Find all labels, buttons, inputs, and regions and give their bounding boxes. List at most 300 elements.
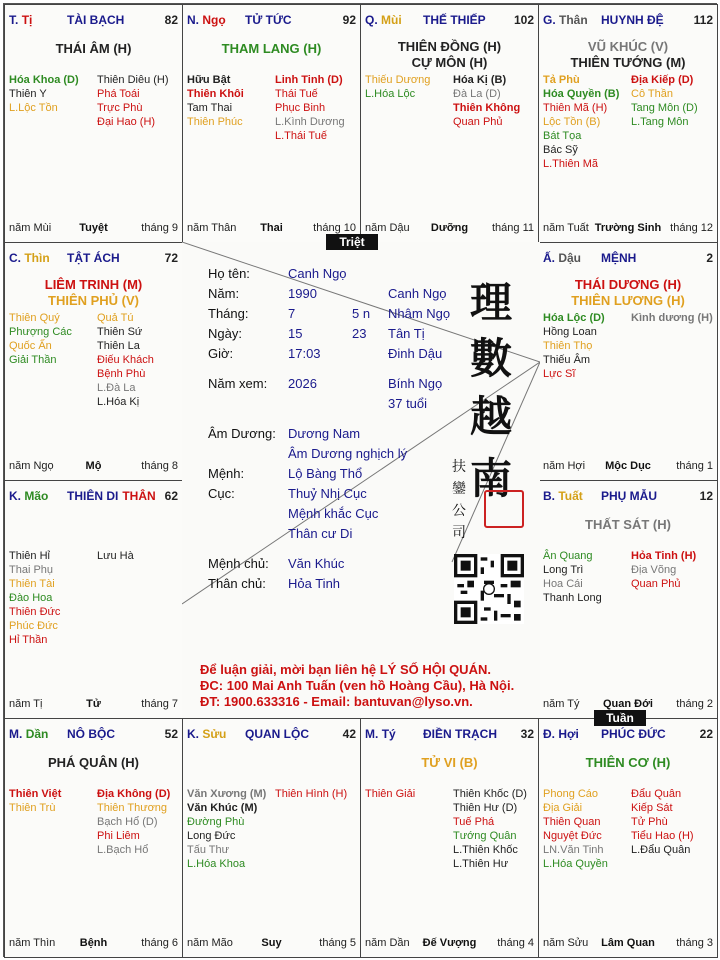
minor-star: Văn Xương (M) [187, 788, 267, 800]
palace-name [67, 727, 115, 741]
main-stars [539, 755, 717, 771]
minor-star: Quan Phủ [631, 578, 681, 590]
palace-footer [187, 937, 356, 951]
palace-position [365, 13, 402, 27]
palace-header [543, 489, 713, 505]
palace-header [365, 13, 534, 29]
minor-star: Hỏa Tinh (H) [631, 550, 697, 562]
palace-cell-suu[interactable] [182, 718, 361, 958]
footer-month: tháng 12 [670, 222, 713, 234]
nam-xem-value: 2026 [288, 376, 317, 391]
minor-star: Thiên Hình (H) [275, 788, 348, 800]
palace-branch: Thìn [24, 251, 50, 265]
palace-cell-ty[interactable] [360, 718, 539, 958]
palace-footer [9, 460, 178, 474]
calligraphy-char-4: 南 [470, 454, 513, 503]
minor-star: Phong Cáo [543, 788, 599, 800]
footer-month: tháng 1 [676, 460, 713, 472]
minor-star: Quan Phủ [453, 116, 503, 128]
minor-star: Tiểu Hao (H) [631, 830, 694, 842]
right-stars [97, 311, 154, 409]
palace-age-number: 82 [164, 13, 178, 27]
main-star: THÁI DƯƠNG (H) [574, 277, 682, 292]
footer-year: năm Mùi [9, 222, 52, 234]
cuc-relation: Mệnh khắc Cục [288, 506, 379, 521]
palace-stem: Q. [365, 13, 378, 27]
footer-month: tháng 10 [313, 222, 356, 234]
ngay-canchi: Tân Tị [388, 326, 425, 341]
nam-canchi: Canh Ngọ [388, 286, 447, 301]
minor-star: L.Đà La [97, 382, 136, 394]
left-stars [9, 787, 61, 815]
palace-stem: N. [187, 13, 199, 27]
main-star: THIÊN CƠ (H) [585, 755, 671, 770]
nam-value: 1990 [288, 286, 317, 301]
palace-cell-ngo[interactable] [182, 4, 361, 243]
footer-phase: Mộ [85, 460, 102, 472]
palace-position [9, 251, 50, 265]
seal-char-4: 司 [452, 525, 466, 541]
footer-year: năm Thìn [9, 937, 56, 949]
minor-star: Địa Giải [543, 802, 583, 814]
minor-star: Thanh Long [543, 592, 602, 604]
minor-star: L.Hóa Khoa [187, 858, 246, 870]
minor-star: Văn Khúc (M) [187, 802, 258, 814]
main-star: VŨ KHÚC (V) [587, 39, 669, 54]
palace-header [365, 727, 534, 743]
minor-star: L.Bạch Hổ [97, 844, 149, 856]
minor-star: Đào Hoa [9, 592, 53, 604]
palace-name [245, 727, 309, 741]
center-info-panel [182, 242, 540, 718]
main-star: LIÊM TRINH (M) [44, 277, 143, 292]
palace-branch: Tuất [558, 489, 583, 503]
minor-star: Thiếu Dương [365, 74, 431, 86]
menh-chu-value: Văn Khúc [288, 556, 345, 571]
thang-label: Tháng: [208, 306, 249, 321]
left-stars [9, 73, 79, 115]
palace-header [187, 13, 356, 29]
minor-star: Phúc Đức [9, 620, 58, 632]
right-stars [97, 787, 170, 857]
gio-label: Giờ: [208, 346, 234, 361]
main-star: THÁI ÂM (H) [55, 41, 132, 56]
minor-star: L.Thiên Khốc [453, 844, 518, 856]
minor-star: Thiên Khôi [187, 88, 244, 100]
ngay-lunar: 23 [352, 326, 367, 341]
right-stars [631, 311, 713, 325]
palace-branch: Dần [25, 727, 49, 741]
palace-age-number: 32 [520, 727, 534, 741]
palace-age-number: 112 [693, 13, 713, 27]
main-stars [183, 41, 360, 57]
footer-phase: Quan Đới [603, 698, 653, 710]
minor-star: Nguyệt Đức [543, 830, 602, 842]
minor-star: Thiên Sứ [97, 326, 143, 338]
footer-year: năm Ngọ [9, 460, 54, 472]
minor-star: Lộc Tồn (B) [543, 116, 601, 128]
palace-name [601, 13, 664, 27]
palace-name-text: PHỤ MẪU [601, 489, 657, 503]
minor-star: Tam Thai [187, 102, 233, 114]
thang-canchi: Nhâm Ngọ [388, 306, 451, 321]
minor-star: Địa Không (D) [97, 788, 171, 800]
menh-chu-label: Mệnh chủ: [208, 556, 269, 571]
qr-code[interactable] [454, 554, 524, 624]
palace-position [365, 727, 396, 741]
minor-star: Tang Môn (D) [631, 102, 698, 114]
palace-name-text: TỬ TỨC [245, 13, 292, 27]
palace-name [423, 13, 486, 27]
palace-branch: Tý [381, 727, 396, 741]
footer-year: năm Sửu [543, 937, 589, 949]
minor-star: Phục Binh [275, 102, 326, 114]
triet-tag: Triệt [326, 234, 378, 250]
left-stars [543, 787, 608, 871]
gio-canchi: Đinh Dậu [388, 346, 443, 361]
minor-star: Giải Thần [9, 354, 57, 366]
palace-name-text: PHÚC ĐỨC [601, 727, 666, 741]
palace-footer [543, 222, 713, 236]
am-duong-note: Âm Dương nghịch lý [288, 446, 408, 461]
minor-star: Thiên Thọ [543, 340, 593, 352]
thang-lunar: 5 n [352, 306, 371, 321]
main-stars [539, 39, 717, 71]
minor-star: Hóa Kị (B) [453, 74, 507, 86]
nam-xem-canchi: Bính Ngọ [388, 376, 443, 391]
minor-star: Ân Quang [543, 550, 593, 562]
right-stars [631, 787, 694, 857]
palace-branch: Dậu [558, 251, 582, 265]
main-stars [5, 41, 182, 57]
footer-month: tháng 11 [491, 222, 534, 234]
left-stars [365, 73, 430, 101]
minor-star: L.Lộc Tồn [9, 102, 58, 114]
palace-name [423, 727, 497, 741]
minor-star: LN.Văn Tinh [543, 844, 604, 856]
main-stars [361, 39, 538, 71]
minor-star: Long Đức [187, 830, 236, 842]
left-stars [187, 73, 244, 129]
menh-label: Mệnh: [208, 466, 245, 481]
minor-star: Phá Toái [97, 88, 140, 100]
tuan-tag: Tuần [594, 710, 646, 726]
left-stars [365, 787, 415, 801]
palace-cell-mao[interactable] [4, 480, 183, 719]
minor-star: Phượng Các [9, 326, 72, 338]
minor-star: Hỉ Thần [9, 634, 48, 646]
palace-stem: M. [9, 727, 23, 741]
minor-star: Đẩu Quân [631, 788, 682, 800]
left-stars [543, 549, 602, 605]
calligraphy-char-3: 越 [470, 392, 513, 441]
palace-name [601, 251, 636, 265]
palace-cell-dau[interactable] [538, 242, 718, 481]
palace-position [187, 727, 226, 741]
palace-name [67, 251, 120, 265]
minor-star: Thiên Hư (D) [453, 802, 518, 814]
seal-char-1: 扶 [452, 459, 466, 475]
palace-branch: Ngọ [202, 13, 226, 27]
palace-position [543, 489, 583, 503]
footer-year: năm Tuất [543, 222, 589, 234]
palace-stem: Ấ. [543, 251, 555, 265]
main-star: PHÁ QUÂN (H) [48, 755, 139, 770]
palace-branch: Sửu [202, 727, 227, 741]
palace-branch: Mão [24, 489, 49, 503]
minor-star: Hóa Lộc (D) [543, 312, 605, 324]
palace-name [245, 13, 292, 27]
palace-header [9, 251, 178, 267]
footer-month: tháng 8 [141, 460, 178, 472]
footer-year: năm Tị [9, 698, 43, 710]
palace-footer [543, 937, 713, 951]
footer-phase: Tuyệt [79, 222, 108, 234]
minor-star: Đường Phù [187, 816, 245, 828]
minor-star: Quả Tú [97, 312, 134, 324]
minor-star: Hồng Loan [543, 326, 597, 338]
left-stars [187, 787, 266, 871]
minor-star: Địa Kiếp (D) [631, 74, 694, 86]
main-star: THIÊN ĐỒNG (H) [397, 39, 502, 54]
main-star: THẤT SÁT (H) [585, 517, 671, 532]
minor-star: L.Thiên Mã [543, 158, 599, 170]
menh-value: Lộ Bàng Thổ [288, 466, 363, 481]
palace-stem: M. [365, 727, 379, 741]
minor-star: Tướng Quân [453, 830, 517, 842]
minor-star: Thiên Việt [9, 788, 62, 800]
than-chu-value: Hỏa Tinh [288, 576, 341, 591]
footer-year: năm Thân [187, 222, 237, 234]
palace-header [9, 727, 178, 743]
minor-star: Hoa Cái [543, 578, 583, 590]
main-stars [5, 277, 182, 309]
palace-position [543, 13, 588, 27]
footer-phase: Suy [261, 937, 282, 949]
red-seal-stamp [484, 490, 524, 528]
minor-star: Thiên Diêu (H) [97, 74, 169, 86]
nam-xem-label: Năm xem: [208, 376, 268, 391]
minor-star: Linh Tinh (D) [275, 74, 343, 86]
minor-star: L.Đẩu Quân [631, 844, 691, 856]
minor-star: Hóa Khoa (D) [9, 74, 79, 86]
main-star: THIÊN LƯƠNG (H) [571, 293, 685, 308]
minor-star: Hóa Quyền (B) [543, 88, 620, 100]
minor-star: Thiên Phúc [187, 116, 243, 128]
palace-age-number: 102 [513, 13, 534, 27]
tu-vi-chart [3, 3, 717, 957]
minor-star: L.Hóa Quyền [543, 858, 608, 870]
palace-branch: Thân [559, 13, 588, 27]
footer-year: năm Tý [543, 698, 580, 710]
palace-branch: Tị [21, 13, 33, 27]
minor-star: Thiên Thương [97, 802, 168, 814]
ngay-value: 15 [288, 326, 303, 341]
footer-phase: Lâm Quan [601, 937, 655, 949]
age: 37 tuổi [388, 396, 428, 411]
minor-star: Hữu Bật [187, 74, 231, 86]
palace-name-text: MỆNH [601, 251, 637, 265]
footer-month: tháng 2 [676, 698, 713, 710]
palace-cell-dan[interactable] [4, 718, 183, 958]
minor-star: Lực Sĩ [543, 368, 576, 380]
palace-name-text: HUYNH ĐỆ [601, 13, 664, 27]
minor-star: Thái Tuế [275, 88, 318, 100]
palace-stem: K. [187, 727, 199, 741]
palace-footer [9, 698, 178, 712]
palace-name [67, 489, 156, 503]
minor-star: L.Tang Môn [631, 116, 689, 128]
main-stars [5, 755, 182, 771]
palace-stem: G. [543, 13, 556, 27]
palace-age-number: 2 [706, 251, 713, 265]
footer-year: năm Hợi [543, 460, 586, 472]
palace-name-text: ĐIỀN TRẠCH [423, 727, 497, 741]
palace-name [67, 13, 124, 27]
minor-star: Kiếp Sát [631, 802, 673, 814]
footer-month: tháng 6 [141, 937, 178, 949]
footer-year: năm Dậu [365, 222, 410, 234]
cuc-value: Thuỷ Nhị Cục [288, 486, 367, 501]
right-stars [97, 73, 169, 129]
am-duong-label: Âm Dương: [208, 426, 276, 441]
palace-footer [365, 937, 534, 951]
than-cu: Thân cư Di [288, 526, 353, 541]
ho-ten-label: Họ tên: [208, 266, 250, 281]
footer-phase: Mộc Dục [605, 460, 651, 472]
palace-name-text: THIÊN DI [67, 489, 119, 503]
palace-stem: T. [9, 13, 19, 27]
main-star: TỬ VI (B) [421, 755, 478, 770]
footer-phase: Dưỡng [430, 222, 469, 234]
minor-star: Long Trì [543, 564, 584, 576]
main-star: THIÊN TƯỚNG (M) [570, 55, 686, 70]
minor-star: L.Thiên Hư [453, 858, 509, 870]
minor-star: Thiên Quý [9, 312, 60, 324]
palace-cell-tuat[interactable] [538, 480, 718, 719]
minor-star: Thiên Hỉ [9, 550, 50, 562]
cuc-label: Cục: [208, 486, 235, 501]
calligraphy-char-1: 理 [470, 278, 513, 327]
palace-age-number: 42 [342, 727, 356, 741]
footer-phase: Trường Sinh [594, 222, 662, 234]
minor-star: Tử Phù [631, 816, 668, 828]
minor-star: Cô Thần [631, 88, 673, 100]
main-star: THAM LANG (H) [221, 41, 322, 56]
minor-star: Kình dương (H) [631, 312, 713, 324]
than-marker: THÂN [122, 489, 156, 503]
palace-footer [543, 460, 713, 474]
left-stars [543, 311, 605, 381]
minor-star: Đại Hao (H) [97, 116, 156, 128]
palace-position [187, 13, 226, 27]
palace-name-text: NÔ BỘC [67, 727, 115, 741]
right-stars [631, 73, 698, 129]
minor-star: Thiên Khốc (D) [453, 788, 527, 800]
footer-month: tháng 7 [141, 698, 178, 710]
minor-star: Bác Sỹ [543, 144, 578, 156]
minor-star: Tả Phù [543, 74, 580, 86]
palace-cell-than[interactable] [538, 4, 718, 243]
minor-star: Thiên Trù [9, 802, 56, 814]
left-stars [543, 73, 619, 171]
seal-char-2: 鑾 [452, 481, 466, 497]
palace-header [543, 13, 713, 29]
right-stars [453, 787, 527, 871]
am-duong-value: Dương Nam [288, 426, 361, 441]
palace-name [601, 489, 657, 503]
palace-branch: Hợi [558, 727, 579, 741]
contact-phone-email: ĐT: 1900.633316 - Email: bantuvan@lyso.vn. [200, 694, 473, 709]
palace-cell-ti[interactable] [4, 4, 183, 243]
gio-value: 17:03 [288, 346, 321, 361]
palace-position [9, 13, 32, 27]
palace-cell-hoi[interactable] [538, 718, 718, 958]
palace-header [187, 727, 356, 743]
palace-name-text: TẬT ÁCH [67, 251, 120, 265]
footer-year: năm Dần [365, 937, 410, 949]
minor-star: L.Hóa Lộc [365, 88, 416, 100]
main-star: CỰ MÔN (H) [411, 55, 488, 70]
palace-header [9, 489, 178, 505]
palace-position [9, 489, 48, 503]
nam-label: Năm: [208, 286, 240, 301]
minor-star: Thiên Không [453, 102, 521, 114]
footer-phase: Thai [260, 222, 283, 234]
minor-star: Thiên Tài [9, 578, 55, 590]
ho-ten-value: Canh Ngọ [288, 266, 347, 281]
palace-footer [365, 222, 534, 236]
minor-star: Trực Phù [97, 102, 143, 114]
right-stars [453, 73, 520, 129]
minor-star: Bạch Hổ (D) [97, 816, 158, 828]
minor-star: Bát Tọa [543, 130, 582, 142]
minor-star: Đà La (D) [453, 88, 501, 100]
palace-footer [9, 222, 178, 236]
palace-stem: K. [9, 489, 21, 503]
main-star: THIÊN PHỦ (V) [48, 293, 139, 308]
footer-year: năm Mão [187, 937, 233, 949]
contact-line-1: Để luận giải, mời bạn liên hệ LÝ SỐ HỘI QUÁN. [200, 662, 491, 677]
main-stars [539, 277, 717, 309]
ngay-label: Ngày: [208, 326, 242, 341]
minor-star: Phi Liêm [97, 830, 140, 842]
palace-name-text: THẾ THIẾP [423, 13, 486, 27]
than-chu-label: Thân chủ: [208, 576, 266, 591]
palace-position [543, 251, 581, 265]
palace-stem: Đ. [543, 727, 555, 741]
palace-name [601, 727, 666, 741]
minor-star: Tấu Thư [187, 844, 230, 856]
palace-cell-mui[interactable] [360, 4, 539, 243]
footer-phase: Đế Vượng [422, 937, 477, 949]
palace-name-text: TÀI BẠCH [67, 13, 125, 27]
palace-header [543, 727, 713, 743]
palace-cell-thin[interactable] [4, 242, 183, 481]
contact-address: ĐC: 100 Mai Anh Tuấn (ven hồ Hoàng Cầu), Hà Nội. [200, 678, 515, 693]
minor-star: Thiên Y [9, 88, 47, 100]
palace-age-number: 12 [699, 489, 713, 503]
minor-star: Lưu Hà [97, 550, 134, 562]
palace-position [543, 727, 579, 741]
minor-star: Thiên Giải [365, 788, 416, 800]
minor-star: Điếu Khách [97, 354, 154, 366]
minor-star: Tuế Phá [453, 816, 495, 828]
minor-star: Thai Phụ [9, 564, 54, 576]
palace-age-number: 62 [164, 489, 178, 503]
footer-month: tháng 5 [319, 937, 356, 949]
main-stars [361, 755, 538, 771]
